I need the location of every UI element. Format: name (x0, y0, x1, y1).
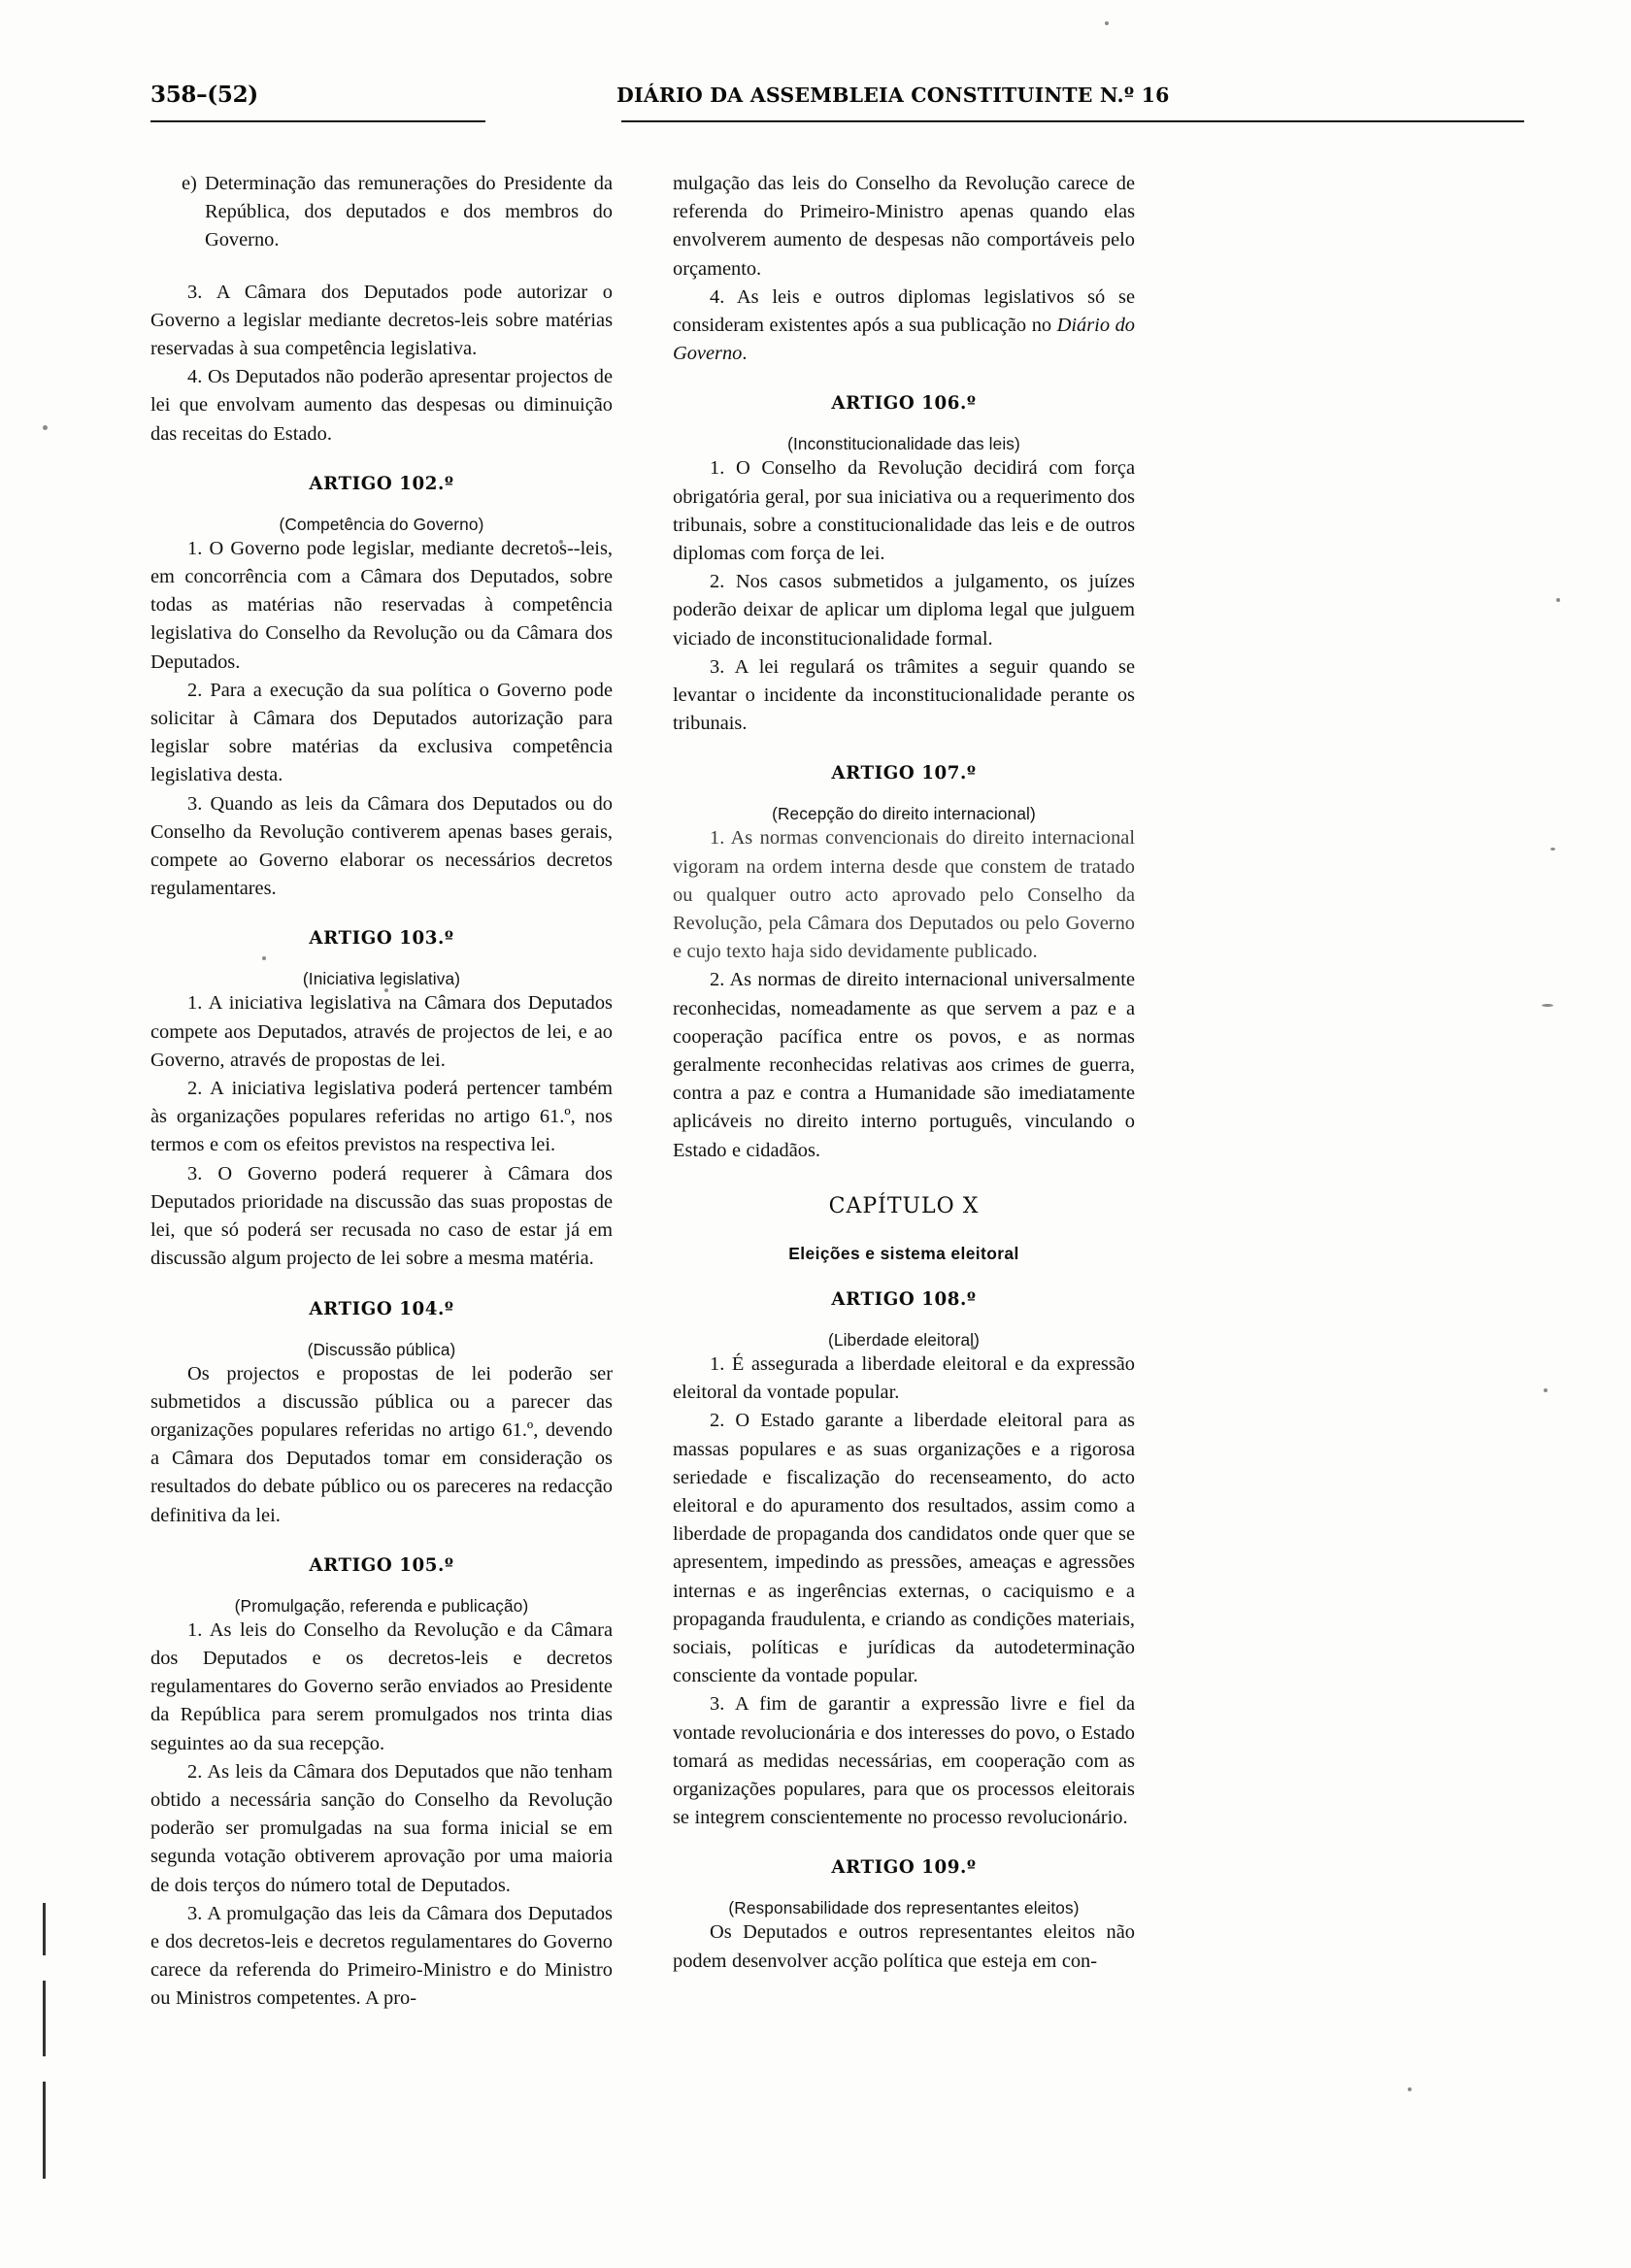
epigraph-artigo-108: (Liberdade eleitoral) (827, 1329, 981, 1350)
artigo-107-paragraph-1: 1. As normas convencionais do direito internacional vigoram na ordem interna desde que constem de tratado ou qualquer outro acto aprovado pelo Conselho da Revolução, pela Câmara dos Deputados ou pelo Governo e cujo texto haja sido devidamente publicado. (673, 827, 1135, 963)
artigo-105-paragraph-4 (673, 284, 1135, 369)
artigo-105-paragraph-3-continued: mulgação das leis do Conselho da Revolução carece de referenda do Primeiro-Ministro apenas quando elas envolverem aumento de despesas não comportáveis pelo orçamento. (673, 173, 1135, 280)
epigraph-artigo-103: (Iniciativa legislativa) (302, 969, 461, 989)
artigo-107-paragraph-2: 2. As normas de direito internacional universalmente reconhecidas, nomeadamente as que servem a paz e a cooperação pacífica entre os povos, e as normas geralmente reconhecidas relativas aos crimes de guerra, contra a paz e contra a Humanidade são imediatamente aplicáveis no direito interno português, vinculando o Estado e cidadãos. (673, 969, 1135, 1161)
scan-speck (1544, 1388, 1548, 1392)
heading-artigo-109: ARTIGO 109.º (831, 1857, 977, 1879)
artigo-105-paragraph-4-pre: 4. As leis e outros diplomas legislativos só se consideram existentes após a sua publicação no (673, 285, 1135, 337)
epigraph-artigo-104: (Discussão pública) (307, 1339, 456, 1359)
column-right (673, 170, 1135, 2199)
artigo-108-paragraph-1: 1. É assegurada a liberdade eleitoral e da expressão eleitoral da vontade popular. (673, 1352, 1135, 1404)
artigo-102-paragraph-2: 2. Para a execução da sua política o Governo pode solicitar à Câmara dos Deputados autorização para legislar sobre matérias da exclusiva competência legislativa desta. (150, 679, 613, 786)
artigo-103-paragraph-1: 1. A iniciativa legislativa na Câmara dos Deputados compete aos Deputados, através de projectos de lei, e ao Governo, através de propostas de lei. (150, 992, 613, 1071)
artigo-103-paragraph-3: 3. O Governo poderá requerer à Câmara dos Deputados prioridade na discussão das suas propostas de lei, que só poderá ser recusada no caso de estar já em discussão algum projecto de lei sobre a mesma matéria. (150, 1162, 613, 1270)
column-left (150, 170, 613, 2199)
artigo-105-paragraph-2: 2. As leis da Câmara dos Deputados que não tenham obtido a necessária sanção do Conselho da Revolução poderão ser promulgadas na sua forma inicial se em segunda votação obtiverem aprovação por uma maioria de dois terços do número total de Deputados. (150, 1760, 613, 1896)
masthead-rule-right (621, 120, 1524, 122)
heading-artigo-104: ARTIGO 104.º (309, 1298, 454, 1319)
epigraph-artigo-102: (Competência do Governo) (279, 514, 484, 534)
artigo-102-paragraph-1: 1. O Governo pode legislar, mediante decretos--leis, em concorrência com a Câmara dos Deputados, sobre todas as matérias não reservadas à competência legislativa do Conselho da Revolução ou da Câmara dos Deputados. (150, 537, 613, 673)
heading-artigo-108: ARTIGO 108.º (831, 1288, 977, 1310)
page-number: 358–(52) (150, 82, 258, 108)
epigraph-artigo-105: (Promulgação, referenda e publicação) (234, 1595, 529, 1616)
page-masthead (150, 82, 1524, 155)
paragraph-3: 3. A Câmara dos Deputados pode autorizar o Governo a legislar mediante decretos-leis sobre matérias reservadas à sua competência legislativa. (150, 281, 613, 360)
heading-artigo-105: ARTIGO 105.º (309, 1554, 454, 1576)
artigo-109-paragraph-1: Os Deputados e outros representantes eleitos não podem desenvolver acção política que esteja em con- (673, 1921, 1135, 1972)
binding-edge-marks (43, 1903, 46, 2223)
artigo-108-paragraph-3: 3. A fim de garantir a expressão livre e fiel da vontade revolucionária e dos interesses do povo, o Estado tomará as medidas necessárias, em cooperação com as organizações populares, para que os processos eleitorais se integrem conscientemente no processo revolucionário. (673, 1693, 1135, 1829)
artigo-106-paragraph-2: 2. Nos casos submetidos a julgamento, os juízes poderão deixar de aplicar um diploma legal que julguem viciado de inconstitucionalidade formal. (673, 571, 1135, 650)
paragraph-4: 4. Os Deputados não poderão apresentar projectos de lei que envolvam aumento das despesas ou diminuição das receitas do Estado. (150, 366, 613, 445)
artigo-104-paragraph-1: Os projectos e propostas de lei poderão ser submetidos a discussão pública ou a parecer das organizações populares referidas no artigo 61.º, devendo a Câmara dos Deputados tomar em consideração os resultados do debate público ou os pareceres na redacção definitiva da lei. (150, 1362, 613, 1526)
artigo-105-paragraph-3: 3. A promulgação das leis da Câmara dos Deputados e dos decretos-leis e decretos regulamentares do Governo carece da referenda do Primeiro-Ministro e do Ministro ou Ministros competentes. A pro- (150, 1902, 613, 2010)
scan-speck (1105, 21, 1109, 25)
heading-artigo-103: ARTIGO 103.º (309, 928, 454, 950)
heading-artigo-106: ARTIGO 106.º (831, 393, 977, 415)
heading-artigo-107: ARTIGO 107.º (831, 763, 977, 784)
artigo-105-paragraph-1: 1. As leis do Conselho da Revolução e da Câmara dos Deputados e os decretos-leis e decretos regulamentares do Governo serão enviados ao Presidente da República para serem promulgados nos trinta dias seguintes ao da sua recepção. (150, 1618, 613, 1754)
artigo-106-paragraph-3: 3. A lei regulará os trâmites a seguir quando se levantar o incidente da inconstitucionalidade perante os tribunais. (673, 655, 1135, 735)
scan-speck (1542, 1004, 1553, 1007)
epigraph-artigo-109: (Responsabilidade dos representantes eleitos) (728, 1898, 1080, 1918)
two-column-body (150, 170, 1524, 2199)
list-item-e: e) Determinação das remunerações do Presidente da República, dos deputados e dos membros do Governo. (182, 173, 613, 251)
heading-seccao-eleicoes: Eleições e sistema eleitoral (788, 1243, 1019, 1263)
epigraph-artigo-107: (Recepção do direito internacional) (772, 804, 1036, 824)
scan-speck (43, 425, 48, 430)
artigo-103-paragraph-2: 2. A iniciativa legislativa poderá pertencer também às organizações populares referidas no artigo 61.º, nos termos e com os efeitos previstos na respectiva lei. (150, 1078, 613, 1156)
artigo-108-paragraph-2: 2. O Estado garante a liberdade eleitoral para as massas populares e as suas organizações e a rigorosa seriedade e fiscalização do recenseamento, do acto eleitoral e do apuramento dos resultados, assim como a liberdade de propaganda dos candidatos onde quer que se apresentem, impedindo as pressões, ameaças e agressões internas e as ingerências externas, o caciquismo e a propaganda fraudulenta, e criando as condições materiais, sociais, políticas e jurídicas da autodeterminação consciente da vontade popular. (673, 1410, 1135, 1687)
journal-title: DIÁRIO DA ASSEMBLEIA CONSTITUINTE N.º 16 (616, 83, 1170, 107)
artigo-105-paragraph-4-post: . (742, 343, 748, 365)
diario-do-governo-italic: Diário do Governo (673, 315, 1135, 365)
scan-speck (1550, 848, 1555, 850)
epigraph-artigo-106: (Inconstitucionalidade das leis) (787, 434, 1020, 454)
masthead-rule-left (150, 120, 485, 122)
heading-artigo-102: ARTIGO 102.º (309, 473, 454, 494)
scan-speck (1556, 598, 1560, 602)
heading-capitulo-x: CAPÍTULO X (828, 1193, 980, 1218)
artigo-102-paragraph-3: 3. Quando as leis da Câmara dos Deputados ou do Conselho da Revolução contiverem apenas bases gerais, compete ao Governo elaborar os necessários decretos regulamentares. (150, 792, 613, 900)
artigo-106-paragraph-1: 1. O Conselho da Revolução decidirá com força obrigatória geral, por sua iniciativa ou a requerimento dos tribunais, sobre a constitucionalidade das leis e de outros diplomas com força de lei. (673, 457, 1135, 565)
